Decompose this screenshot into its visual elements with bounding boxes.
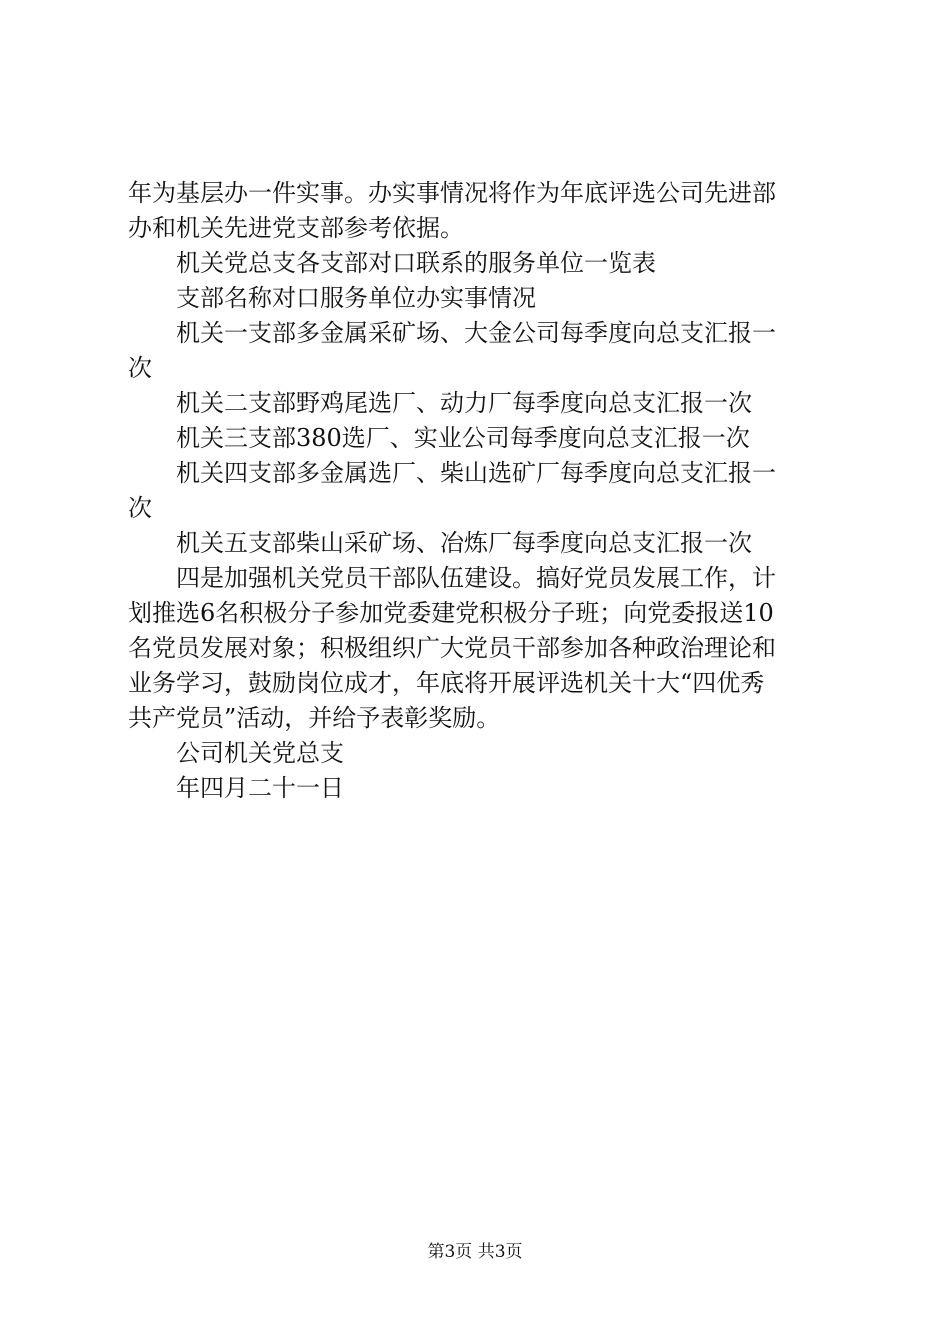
- signature-org: 公司机关党总支: [176, 739, 344, 767]
- branch-entry-1-continued: 次: [128, 354, 152, 382]
- paragraph-line: 办和机关先进党支部参考依据。: [128, 214, 464, 242]
- branch-entry-3: 机关三支部380选厂、实业公司每季度向总支汇报一次: [176, 424, 750, 452]
- paragraph-line: 年为基层办一件实事。办实事情况将作为年底评选公司先进部: [128, 179, 776, 207]
- branch-entry-4-continued: 次: [128, 494, 152, 522]
- paragraph-line: 四是加强机关党员干部队伍建设。搞好党员发展工作，计: [176, 564, 776, 592]
- paragraph-line: 共产党员”活动，并给予表彰奖励。: [128, 704, 501, 732]
- branch-entry-4: 机关四支部多金属选厂、柴山选矿厂每季度向总支汇报一: [176, 459, 776, 487]
- body-text: [128, 176, 832, 806]
- paragraph-line: 划推选6名积极分子参加党委建党积极分子班；向党委报送10: [128, 599, 774, 627]
- branch-entry-5: 机关五支部柴山采矿场、冶炼厂每季度向总支汇报一次: [176, 529, 752, 557]
- table-header: 支部名称对口服务单位办实事情况: [176, 284, 536, 312]
- paragraph-line: 业务学习，鼓励岗位成才，年底将开展评选机关十大“四优秀: [128, 669, 765, 697]
- branch-entry-1: 机关一支部多金属采矿场、大金公司每季度向总支汇报一: [176, 319, 776, 347]
- paragraph-line: 名党员发展对象；积极组织广大党员干部参加各种政治理论和: [128, 634, 776, 662]
- branch-entry-2: 机关二支部野鸡尾选厂、动力厂每季度向总支汇报一次: [176, 389, 752, 417]
- signature-date: 年四月二十一日: [176, 774, 344, 802]
- page-footer: 第3页 共3页: [427, 1242, 523, 1262]
- table-title: 机关党总支各支部对口联系的服务单位一览表: [176, 249, 656, 277]
